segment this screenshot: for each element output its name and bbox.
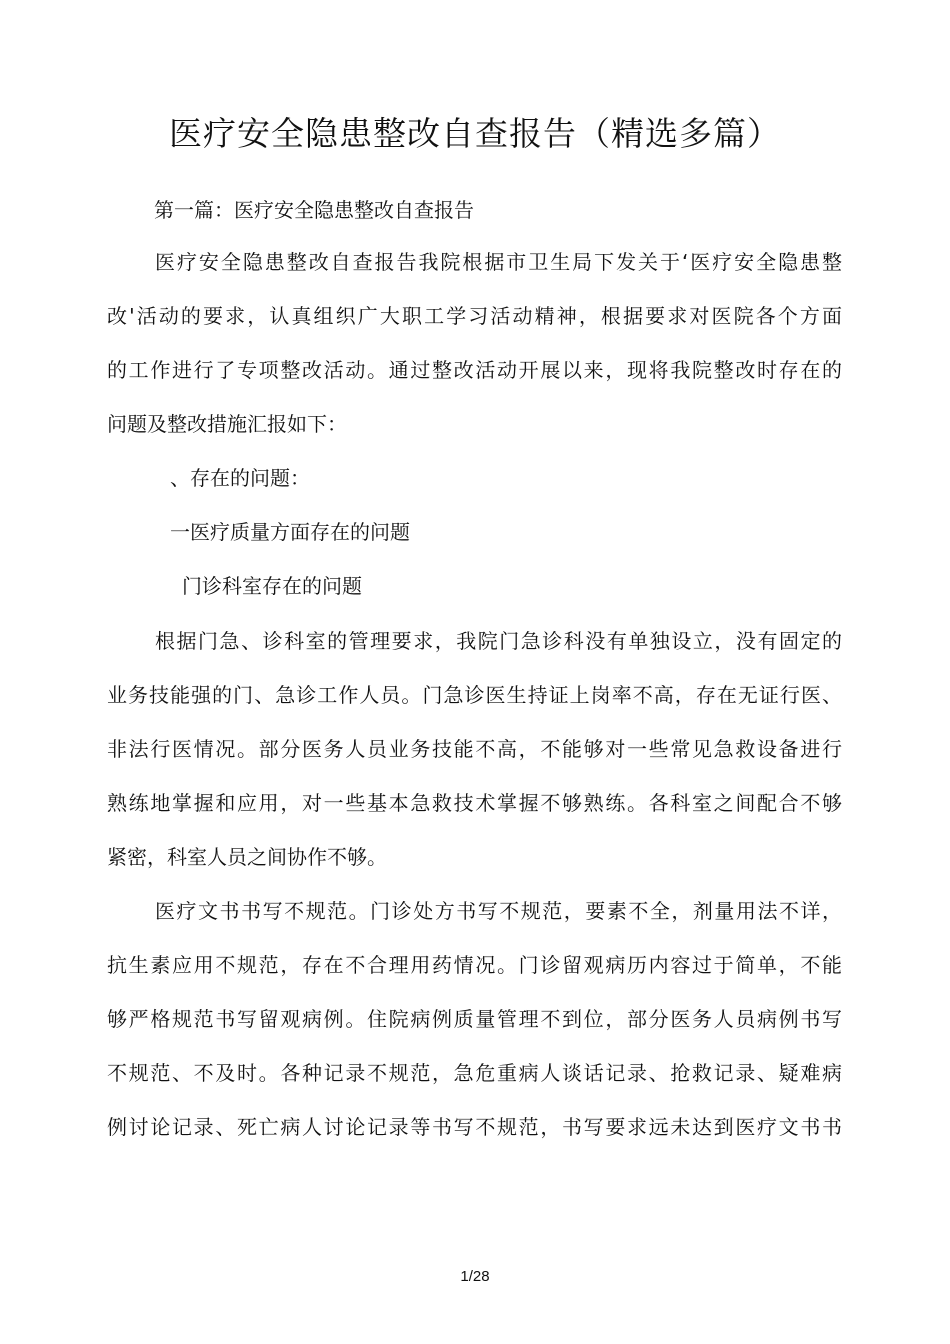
document-title: 医疗安全隐患整改自查报告（精选多篇） [169, 114, 781, 153]
paragraph-1-line-1: 医疗安全隐患整改自查报告我院根据市卫生局下发关于‘医疗安全隐患整 [155, 250, 842, 274]
paragraph-3-line-1: 医疗文书书写不规范。门诊处方书写不规范，要素不全，剂量用法不详， [155, 899, 842, 923]
paragraph-2-line-3: 非法行医情况。部分医务人员业务技能不高，不能够对一些常见急救设备进行 [107, 737, 842, 761]
paragraph-3-line-2: 抗生素应用不规范，存在不合理用药情况。门诊留观病历内容过于简单，不能 [107, 953, 842, 977]
list-item-outpatient: 门诊科室存在的问题 [182, 574, 362, 598]
paragraph-2-line-5: 紧密，科室人员之间协作不够。 [107, 845, 387, 869]
paragraph-1-line-3: 的工作进行了专项整改活动。通过整改活动开展以来，现将我院整改时存在的 [107, 358, 842, 382]
paragraph-2-line-4: 熟练地掌握和应用，对一些基本急救技术掌握不够熟练。各科室之间配合不够 [107, 791, 842, 815]
paragraph-3-line-5: 例讨论记录、死亡病人讨论记录等书写不规范，书写要求远未达到医疗文书书 [107, 1115, 842, 1139]
list-item-medical-quality: 一医疗质量方面存在的问题 [170, 520, 410, 544]
paragraph-3-line-3: 够严格规范书写留观病例。住院病例质量管理不到位，部分医务人员病例书写 [107, 1007, 842, 1031]
paragraph-2-line-2: 业务技能强的门、急诊工作人员。门急诊医生持证上岗率不高，存在无证行医、 [107, 683, 842, 707]
paragraph-3-line-4: 不规范、不及时。各种记录不规范，急危重病人谈话记录、抢救记录、疑难病 [107, 1061, 842, 1085]
section-heading: 第一篇：医疗安全隐患整改自查报告 [154, 198, 474, 222]
page-number: 1/28 [460, 1268, 490, 1285]
paragraph-1-line-4: 问题及整改措施汇报如下： [107, 412, 347, 436]
paragraph-1-line-2: 改'活动的要求，认真组织广大职工学习活动精神，根据要求对医院各个方面 [107, 304, 842, 328]
list-item-existing-problems: 、存在的问题： [170, 466, 310, 490]
paragraph-2-line-1: 根据门急、诊科室的管理要求，我院门急诊科没有单独设立，没有固定的 [155, 629, 842, 653]
